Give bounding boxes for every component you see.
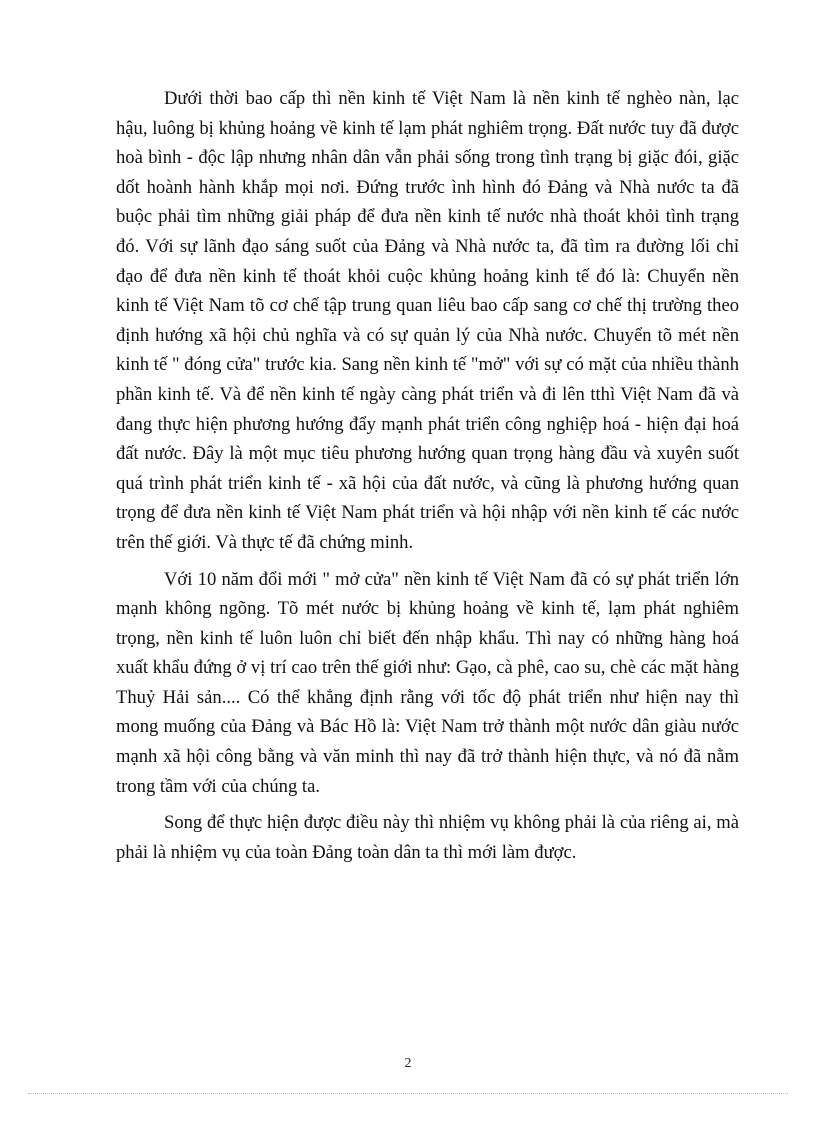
- paragraph-2: Với 10 năm đổi mới " mở cửa" nền kinh tế Việt Nam đã có sự phát triển lớn mạnh không ngõng. Tõ mét nước bị khủng hoảng về kinh tế, lạm phát nghiêm trọng, nền kinh tế luôn luôn chỉ biết đến nhập khẩu. Thì nay có những hàng hoá xuất khẩu đứng ở vị trí cao trên thế giới như: Gạo, cà phê, cao su, chè các mặt hàng Thuỷ Hải sản.... Có thể khẳng định rằng với tốc độ phát triển như hiện nay thì mong muống của Đảng và Bác Hồ là: Việt Nam trở thành một nước dân giàu nước mạnh xã hội công bằng và văn minh thì nay đã trở thành hiện thực, và nó đã nằm trong tầm với của chúng ta.: [116, 568, 739, 797]
- footer-dotted-rule: [28, 1093, 788, 1094]
- paragraph-1: Dưới thời bao cấp thì nền kinh tế Việt Nam là nền kinh tế nghèo nàn, lạc hậu, luông bị khủng hoảng về kinh tế lạm phát nghiêm trọng. Đất nước tuy đã được hoà bình - độc lập nhưng nhân dân vẫn phải sống trong tình trạng bị giặc đói, giặc dốt hoành hành khắp mọi nơi. Đứng trước ình hình đó Đảng và Nhà nước ta đã buộc phải tìm những giải pháp để đưa nền kinh tế nước nhà thoát khỏi tình trạng đó. Với sự lãnh đạo sáng suốt của Đảng và Nhà nước ta, đã tìm ra đường lối chỉ đạo để đưa nền kinh tế thoát khỏi cuộc khủng hoảng kinh tế đó là: Chuyển nền kinh tế Việt Nam tõ cơ chế tập trung quan liêu bao cấp sang cơ chế thị trường theo định hướng xã hội chủ nghĩa và có sự quản lý của Nhà nước. Chuyển tõ mét nền kinh tế " đóng cửa" trước kia. Sang nền kinh tế "mở" với sự có mặt của nhiều thành phần kinh tế. Và để nền kinh tế ngày càng phát triển và đi lên tthì Việt Nam đã và đang thực hiện phương hướng đẩy mạnh phát triển công nghiệp hoá - hiện đại hoá đất nước. Đây là một mục tiêu phương hướng quan trọng hàng đầu và xuyên suốt quá trình phát triển kinh tế - xã hội của đất nước, và cũng là phương hướng quan trọng để đưa nền kinh tế Việt Nam phát triển và hội nhập với nền kinh tế các nước trên thế giới. Và thực tế đã chứng minh.: [116, 88, 739, 553]
- document-body: [116, 84, 739, 867]
- paragraph-3: Song để thực hiện được điều này thì nhiệm vụ không phải là của riêng ai, mà phải là nhiệm vụ của toàn Đảng toàn dân ta thì mới làm được.: [116, 812, 739, 863]
- page-number: 2: [404, 1056, 412, 1071]
